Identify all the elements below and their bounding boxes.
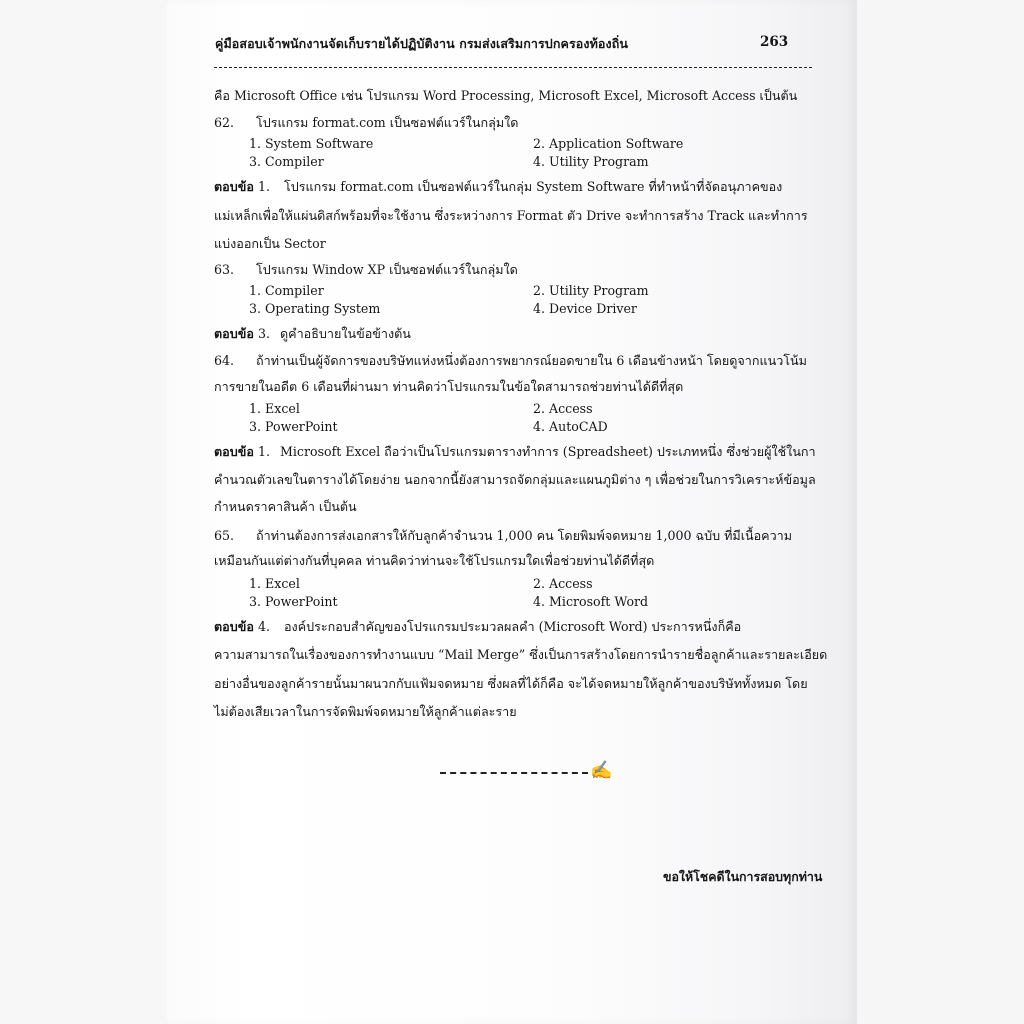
option: 4. Device Driver xyxy=(533,301,637,316)
question-text: ถ้าท่านเป็นผู้จัดการของบริษัทแห่งหนึ่งต้องการพยากรณ์ยอดขายใน 6 เดือนข้างหน้า โดยดูจากแนวโน้ม xyxy=(256,353,807,368)
option: 2. Access xyxy=(533,576,593,591)
page-number: 263 xyxy=(760,34,789,50)
option: 3. PowerPoint xyxy=(249,594,338,609)
scan-background-left xyxy=(0,0,166,1024)
question-number: 63. xyxy=(214,262,235,277)
option: 1. Excel xyxy=(249,576,300,591)
answer-text: กำหนดราคาสินค้า เป็นต้น xyxy=(214,499,357,514)
answer-text: แบ่งออกเป็น Sector xyxy=(214,236,326,251)
option: 2. Application Software xyxy=(533,136,684,151)
answer-choice: 4. xyxy=(257,619,270,634)
answer-63 xyxy=(214,324,411,344)
answer-text: องค์ประกอบสำคัญของโปรแกรมประมวลผลคำ (Microsoft Word) ประการหนึ่งก็คือ xyxy=(283,619,742,634)
answer-label: ตอบข้อ xyxy=(214,619,254,634)
answer-choice: 3. xyxy=(257,326,270,341)
question-text: ถ้าท่านต้องการส่งเอกสารให้กับลูกค้าจำนวน 1,000 คน โดยพิมพ์จดหมาย 1,000 ฉบับ ที่มีเนื้อความ xyxy=(256,528,793,543)
option: 1. System Software xyxy=(249,136,374,151)
answer-label: ตอบข้อ xyxy=(214,326,254,341)
answer-text: แม่เหล็กเพื่อให้แผ่นดิสก์พร้อมที่จะใช้งาน ซึ่งระหว่างการ Format ตัว Drive จะทำการสร้าง Track และทำการ xyxy=(214,208,808,223)
option: 2. Utility Program xyxy=(533,283,649,298)
option: 3. PowerPoint xyxy=(249,419,338,434)
question-62 xyxy=(214,113,519,133)
answer-text: ดูคำอธิบายในข้อข้างต้น xyxy=(279,326,411,341)
answer-62 xyxy=(214,177,782,197)
option: 3. Operating System xyxy=(249,301,381,316)
option: 4. Microsoft Word xyxy=(533,594,649,609)
end-divider xyxy=(440,772,588,774)
question-number: 65. xyxy=(214,528,235,543)
page-header-title: คู่มือสอบเจ้าพนักงานจัดเก็บรายได้ปฏิบัติงาน กรมส่งเสริมการปกครองท้องถิ่น xyxy=(215,36,629,51)
question-65 xyxy=(214,526,792,546)
answer-text: อย่างอื่นของลูกค้ารายนั้นมาผนวกกับแฟ้มจดหมาย ซึ่งผลที่ได้ก็คือ จะได้จดหมายให้ลูกค้าของบริษัททั้งหมด โดย xyxy=(214,676,808,691)
header-divider xyxy=(214,67,812,68)
closing-text: ขอให้โชคดีในการสอบทุกท่าน xyxy=(663,869,823,884)
question-number: 64. xyxy=(214,353,235,368)
answer-text: ความสามารถในเรื่องของการทำงานแบบ “Mail Merge” ซึ่งเป็นการสร้างโดยการนำรายชื่อลูกค้าและรายละเอียด xyxy=(214,647,828,662)
answer-choice: 1. xyxy=(257,444,270,459)
answer-label: ตอบข้อ xyxy=(214,179,254,194)
answer-choice: 1. xyxy=(257,179,270,194)
answer-64 xyxy=(214,442,816,462)
intro-line: คือ Microsoft Office เช่น โปรแกรม Word Processing, Microsoft Excel, Microsoft Access เป็นต้น xyxy=(214,88,798,103)
answer-text: โปรแกรม format.com เป็นซอฟต์แวร์ในกลุ่ม System Software ที่ทำหน้าที่จัดอนุภาคของ xyxy=(283,179,783,194)
question-text: โปรแกรม format.com เป็นซอฟต์แวร์ในกลุ่มใด xyxy=(256,115,519,130)
question-text: โปรแกรม Window XP เป็นซอฟต์แวร์ในกลุ่มใด xyxy=(256,262,518,277)
answer-text: Microsoft Excel ถือว่าเป็นโปรแกรมตารางทำการ (Spreadsheet) ประเภทหนึ่ง ซึ่งช่วยผู้ใช้ในกา xyxy=(279,444,816,459)
question-64 xyxy=(214,351,807,371)
answer-65 xyxy=(214,617,741,637)
scan-background-right xyxy=(857,0,1024,1024)
question-63 xyxy=(214,260,518,280)
question-text: เหมือนกันแต่ต่างกันที่บุคคล ท่านคิดว่าท่านจะใช้โปรแกรมใดเพื่อช่วยท่านได้ดีที่สุด xyxy=(214,553,655,568)
option: 3. Compiler xyxy=(249,154,324,169)
answer-text: ไม่ต้องเสียเวลาในการจัดพิมพ์จดหมายให้ลูกค้าแต่ละราย xyxy=(214,704,517,719)
answer-label: ตอบข้อ xyxy=(214,444,254,459)
answer-text: คำนวณตัวเลขในตารางได้โดยง่าย นอกจากนี้ยังสามารถจัดกลุ่มและแผนภูมิต่าง ๆ เพื่อช่วยในการวิเคราะห์ข้อมูล xyxy=(214,472,816,487)
option: 2. Access xyxy=(533,401,593,416)
option: 4. AutoCAD xyxy=(533,419,608,434)
writing-hand-icon: ✍ xyxy=(590,760,613,781)
option: 1. Compiler xyxy=(249,283,324,298)
option: 1. Excel xyxy=(249,401,300,416)
question-number: 62. xyxy=(214,115,235,130)
question-text: การขายในอดีต 6 เดือนที่ผ่านมา ท่านคิดว่าโปรแกรมในข้อใดสามารถช่วยท่านได้ดีที่สุด xyxy=(214,379,684,394)
option: 4. Utility Program xyxy=(533,154,649,169)
